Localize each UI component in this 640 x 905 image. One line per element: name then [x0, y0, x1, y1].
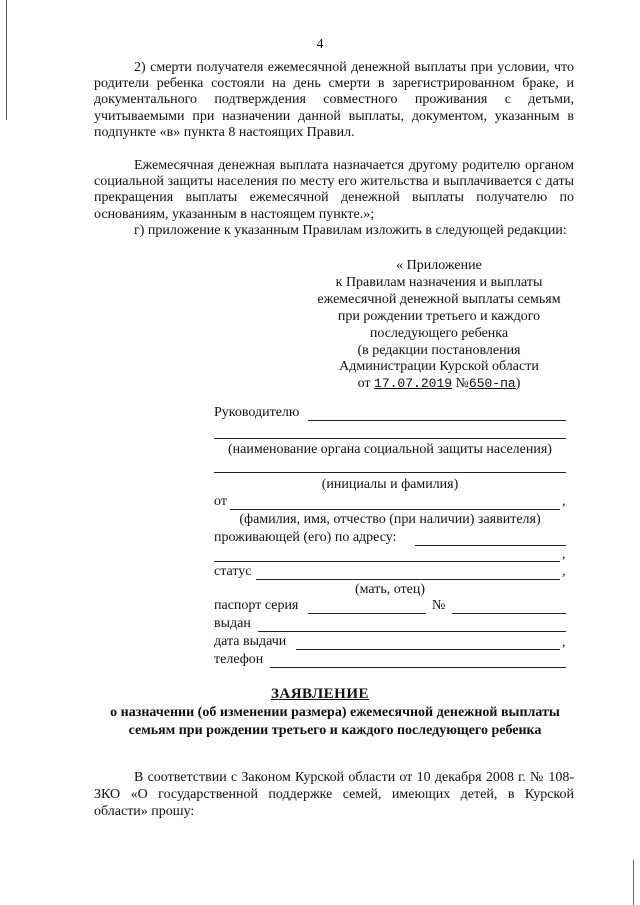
appendix-date-line [280, 376, 598, 393]
appendix-line: при рождении третьего и каждого [337, 308, 541, 324]
statement-subtitle: о назначении (об изменении размера) ежемесячной денежной выплаты семьям при рождении третьего и каждого последующего ребенка [110, 705, 560, 738]
appendix-line: к Правилам назначения и выплаты [335, 274, 543, 290]
appendix-line: (в редакции постановления [357, 342, 521, 358]
passport-label: паспорт серия [214, 598, 299, 613]
appendix-line: « Приложение [396, 258, 482, 273]
comma: , [562, 547, 566, 562]
comma: , [562, 494, 566, 509]
issue-date-label: дата выдачи [214, 634, 287, 649]
appendix-close: ) [515, 376, 521, 392]
paragraph-appendix-instruction: г) приложение к указанным Правилам изложить в следующей редакции: [134, 223, 567, 238]
comma: , [562, 635, 566, 650]
scan-edge-mark [6, 0, 7, 120]
appendix-date: 17.07.2019 [374, 376, 453, 392]
issue-date-field-line[interactable] [296, 649, 560, 650]
comma: , [562, 564, 566, 579]
phone-label: телефон [214, 652, 264, 667]
from-field-line[interactable] [230, 509, 560, 510]
scan-edge-mark [633, 860, 634, 905]
head-label: Руководителю [214, 405, 300, 420]
address-field-line-2[interactable] [214, 561, 560, 562]
paragraph-payment-other-parent: Ежемесячная денежная выплата назначается другому родителю органом социальной защиты населения по месту его жительства и выплачивается с даты прекращения выплаты ежемесячной денежной выплаты получателю по основаниям, указанным в настоящем пункте.»; [94, 158, 574, 222]
head-field-line[interactable] [308, 420, 566, 421]
address-field-line[interactable] [415, 545, 566, 546]
appendix-line: Администрации Курской области [339, 359, 539, 375]
appendix-number: 650-па [468, 376, 516, 392]
statement-body: В соответствии с Законом Курской области от 10 декабря 2008 г. № 108-ЗКО «О государственной поддержке семей, имеющих детей, в Курской области» прошу: [94, 770, 574, 819]
address-label: проживающей (его) по адресу: [214, 530, 397, 545]
page-number: 4 [316, 37, 324, 52]
status-field-line[interactable] [256, 579, 560, 580]
paragraph-death-of-recipient: 2) смерти получателя ежемесячной денежной выплаты при условии, что родители ребенка состояли на день смерти в зарегистрированном браке, и документального подтверждения совместного проживания с детьми, учитываемыми при назначении данной выплаты, документом, указанным в подпункте «в» пункта 8 настоящих Правил. [94, 60, 574, 140]
initials-field-line[interactable] [214, 472, 566, 473]
status-caption: (мать, отец) [354, 582, 426, 597]
passport-num-label: № [432, 598, 446, 613]
passport-series-line[interactable] [308, 613, 426, 614]
status-label: статус [214, 564, 252, 579]
statement-title-text: ЗАЯВЛЕНИЕ [270, 686, 370, 702]
appendix-from: от [357, 376, 371, 392]
fio-caption: (фамилия, имя, отчество (при наличии) заявителя) [239, 512, 541, 527]
org-field-line[interactable] [214, 438, 566, 439]
from-label: от [214, 494, 227, 509]
org-caption: (наименование органа социальной защиты населения) [228, 442, 552, 457]
statement-title [0, 686, 640, 703]
appendix-heading [280, 258, 598, 393]
appendix-line: последующего ребенка [369, 325, 509, 341]
issued-label: выдан [214, 616, 251, 631]
appendix-line: ежемесячной денежной выплаты семьям [317, 291, 561, 307]
issued-field-line[interactable] [258, 631, 566, 632]
initials-caption: (инициалы и фамилия) [321, 477, 459, 492]
phone-field-line[interactable] [270, 667, 566, 668]
passport-number-line[interactable] [452, 613, 566, 614]
appendix-num-sign: № [455, 376, 469, 392]
